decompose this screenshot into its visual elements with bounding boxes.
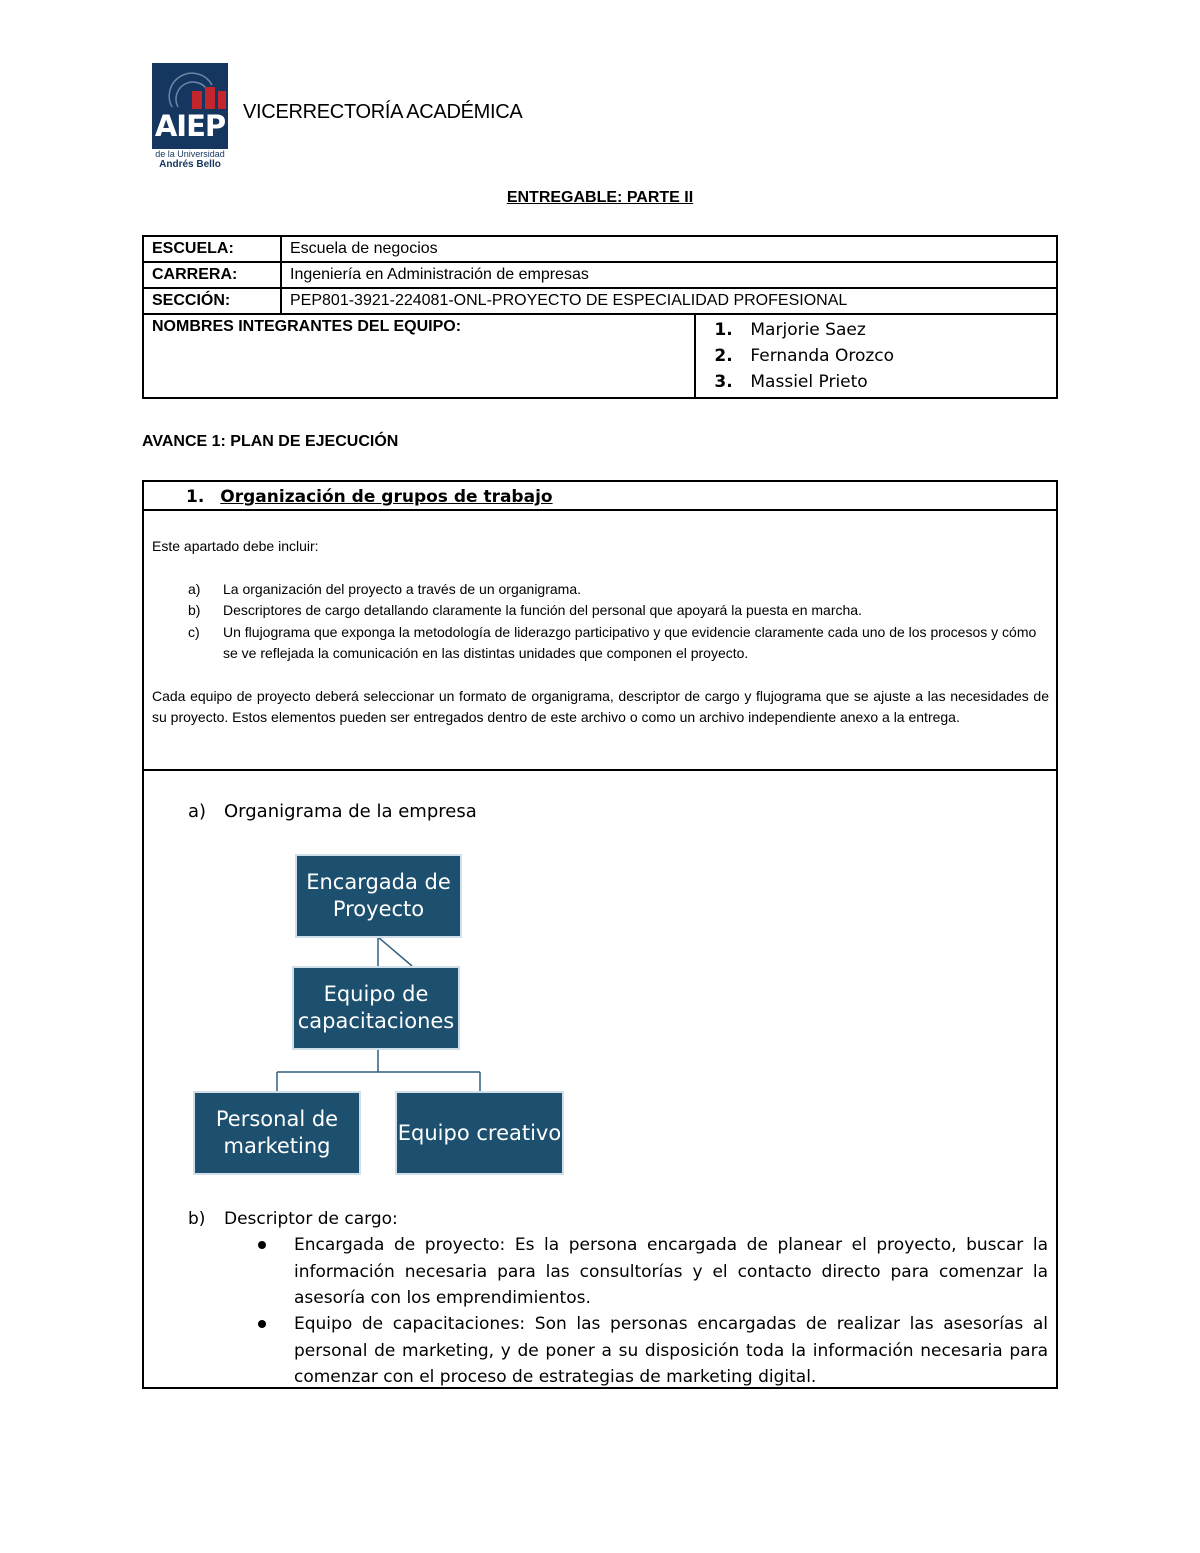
- list-item: 1. Marjorie Saez: [714, 320, 866, 340]
- descriptor-item: Equipo de capacitaciones: Son las personas encargadas de realizar las asesorías al personal de marketing, y de poner a su disposición toda la información necesaria para comenzar con el proceso de estrategias de marketing digital.: [294, 1311, 1048, 1391]
- vicerrectoria-title: VICERRECTORÍA ACADÉMICA: [243, 101, 523, 123]
- seccion-value: PEP801-3921-224081-ONL-PROYECTO DE ESPECIALIDAD PROFESIONAL: [281, 288, 1057, 314]
- aiep-logo: [152, 63, 228, 171]
- list-item: 3. Massiel Prieto: [714, 372, 868, 392]
- logo-text: AIEP: [154, 109, 226, 143]
- table-row: [143, 236, 1057, 262]
- bullet-icon: [258, 1320, 266, 1328]
- carrera-value: Ingeniería en Administración de empresas: [281, 262, 1057, 288]
- document-title: ENTREGABLE: PARTE II: [506, 189, 694, 206]
- section-number: 1.: [186, 487, 205, 507]
- list-item: c) Un flujograma que exponga la metodología de liderazgo participativo y que evidencie claramente cada uno de los procesos y cómo se ve reflejada la comunicación en las distintas unidades que componen el proyecto.: [188, 623, 1037, 661]
- org-node-creativo: Equipo creativo: [395, 1091, 564, 1175]
- list-item: 2. Fernanda Orozco: [714, 346, 895, 366]
- section-title-text: Organización de grupos de trabajo: [220, 487, 553, 507]
- descriptor-item: Encargada de proyecto: Es la persona encargada de planear el proyecto, buscar la información necesaria para las consultorías y el contacto directo para comenzar la asesoría con los emprendimientos.: [294, 1232, 1048, 1312]
- connector-line: [378, 937, 412, 966]
- table-row: [143, 288, 1057, 314]
- instructions-intro: Este apartado debe incluir:: [152, 538, 319, 554]
- list-item: a) La organización del proyecto a través de un organigrama.: [188, 580, 581, 597]
- org-node-capacitaciones: Equipo de capacitaciones: [292, 966, 460, 1050]
- org-heading: a) Organigrama de la empresa: [188, 801, 477, 822]
- carrera-label: CARRERA:: [143, 262, 281, 288]
- table-row: [143, 314, 1057, 398]
- logo-arches-icon: [152, 63, 228, 111]
- members-cell: [695, 314, 1057, 398]
- escuela-value: Escuela de negocios: [281, 236, 1057, 262]
- escuela-label: ESCUELA:: [143, 236, 281, 262]
- list-item: b) Descriptores de cargo detallando claramente la función del personal que apoyará la puesta en marcha.: [188, 602, 862, 618]
- bullet-icon: [258, 1241, 266, 1249]
- members-list: [704, 317, 1048, 395]
- nombres-label: NOMBRES INTEGRANTES DEL EQUIPO:: [143, 314, 695, 398]
- logo-subtitle: de la Universidad: [155, 149, 225, 159]
- info-table: [142, 235, 1058, 399]
- org-node-encargada: Encargada de Proyecto: [295, 854, 462, 938]
- logo-emblem: [152, 63, 228, 149]
- section-box: [142, 480, 1058, 1389]
- seccion-label: SECCIÓN:: [143, 288, 281, 314]
- descriptor-heading: b) Descriptor de cargo:: [188, 1209, 398, 1229]
- logo-subtitle-name: Andrés Bello: [159, 159, 221, 170]
- avance-heading: AVANCE 1: PLAN DE EJECUCIÓN: [142, 433, 399, 450]
- table-row: [143, 262, 1057, 288]
- instructions-closing: Cada equipo de proyecto deberá seleccionar un formato de organigrama, descriptor de cargo y flujograma que se ajuste a las necesidades de su proyecto. Estos elementos pueden ser entregados dentro de este archivo o como un archivo independiente anexo a la entrega.: [152, 687, 1049, 725]
- org-node-marketing: Personal de marketing: [193, 1091, 361, 1175]
